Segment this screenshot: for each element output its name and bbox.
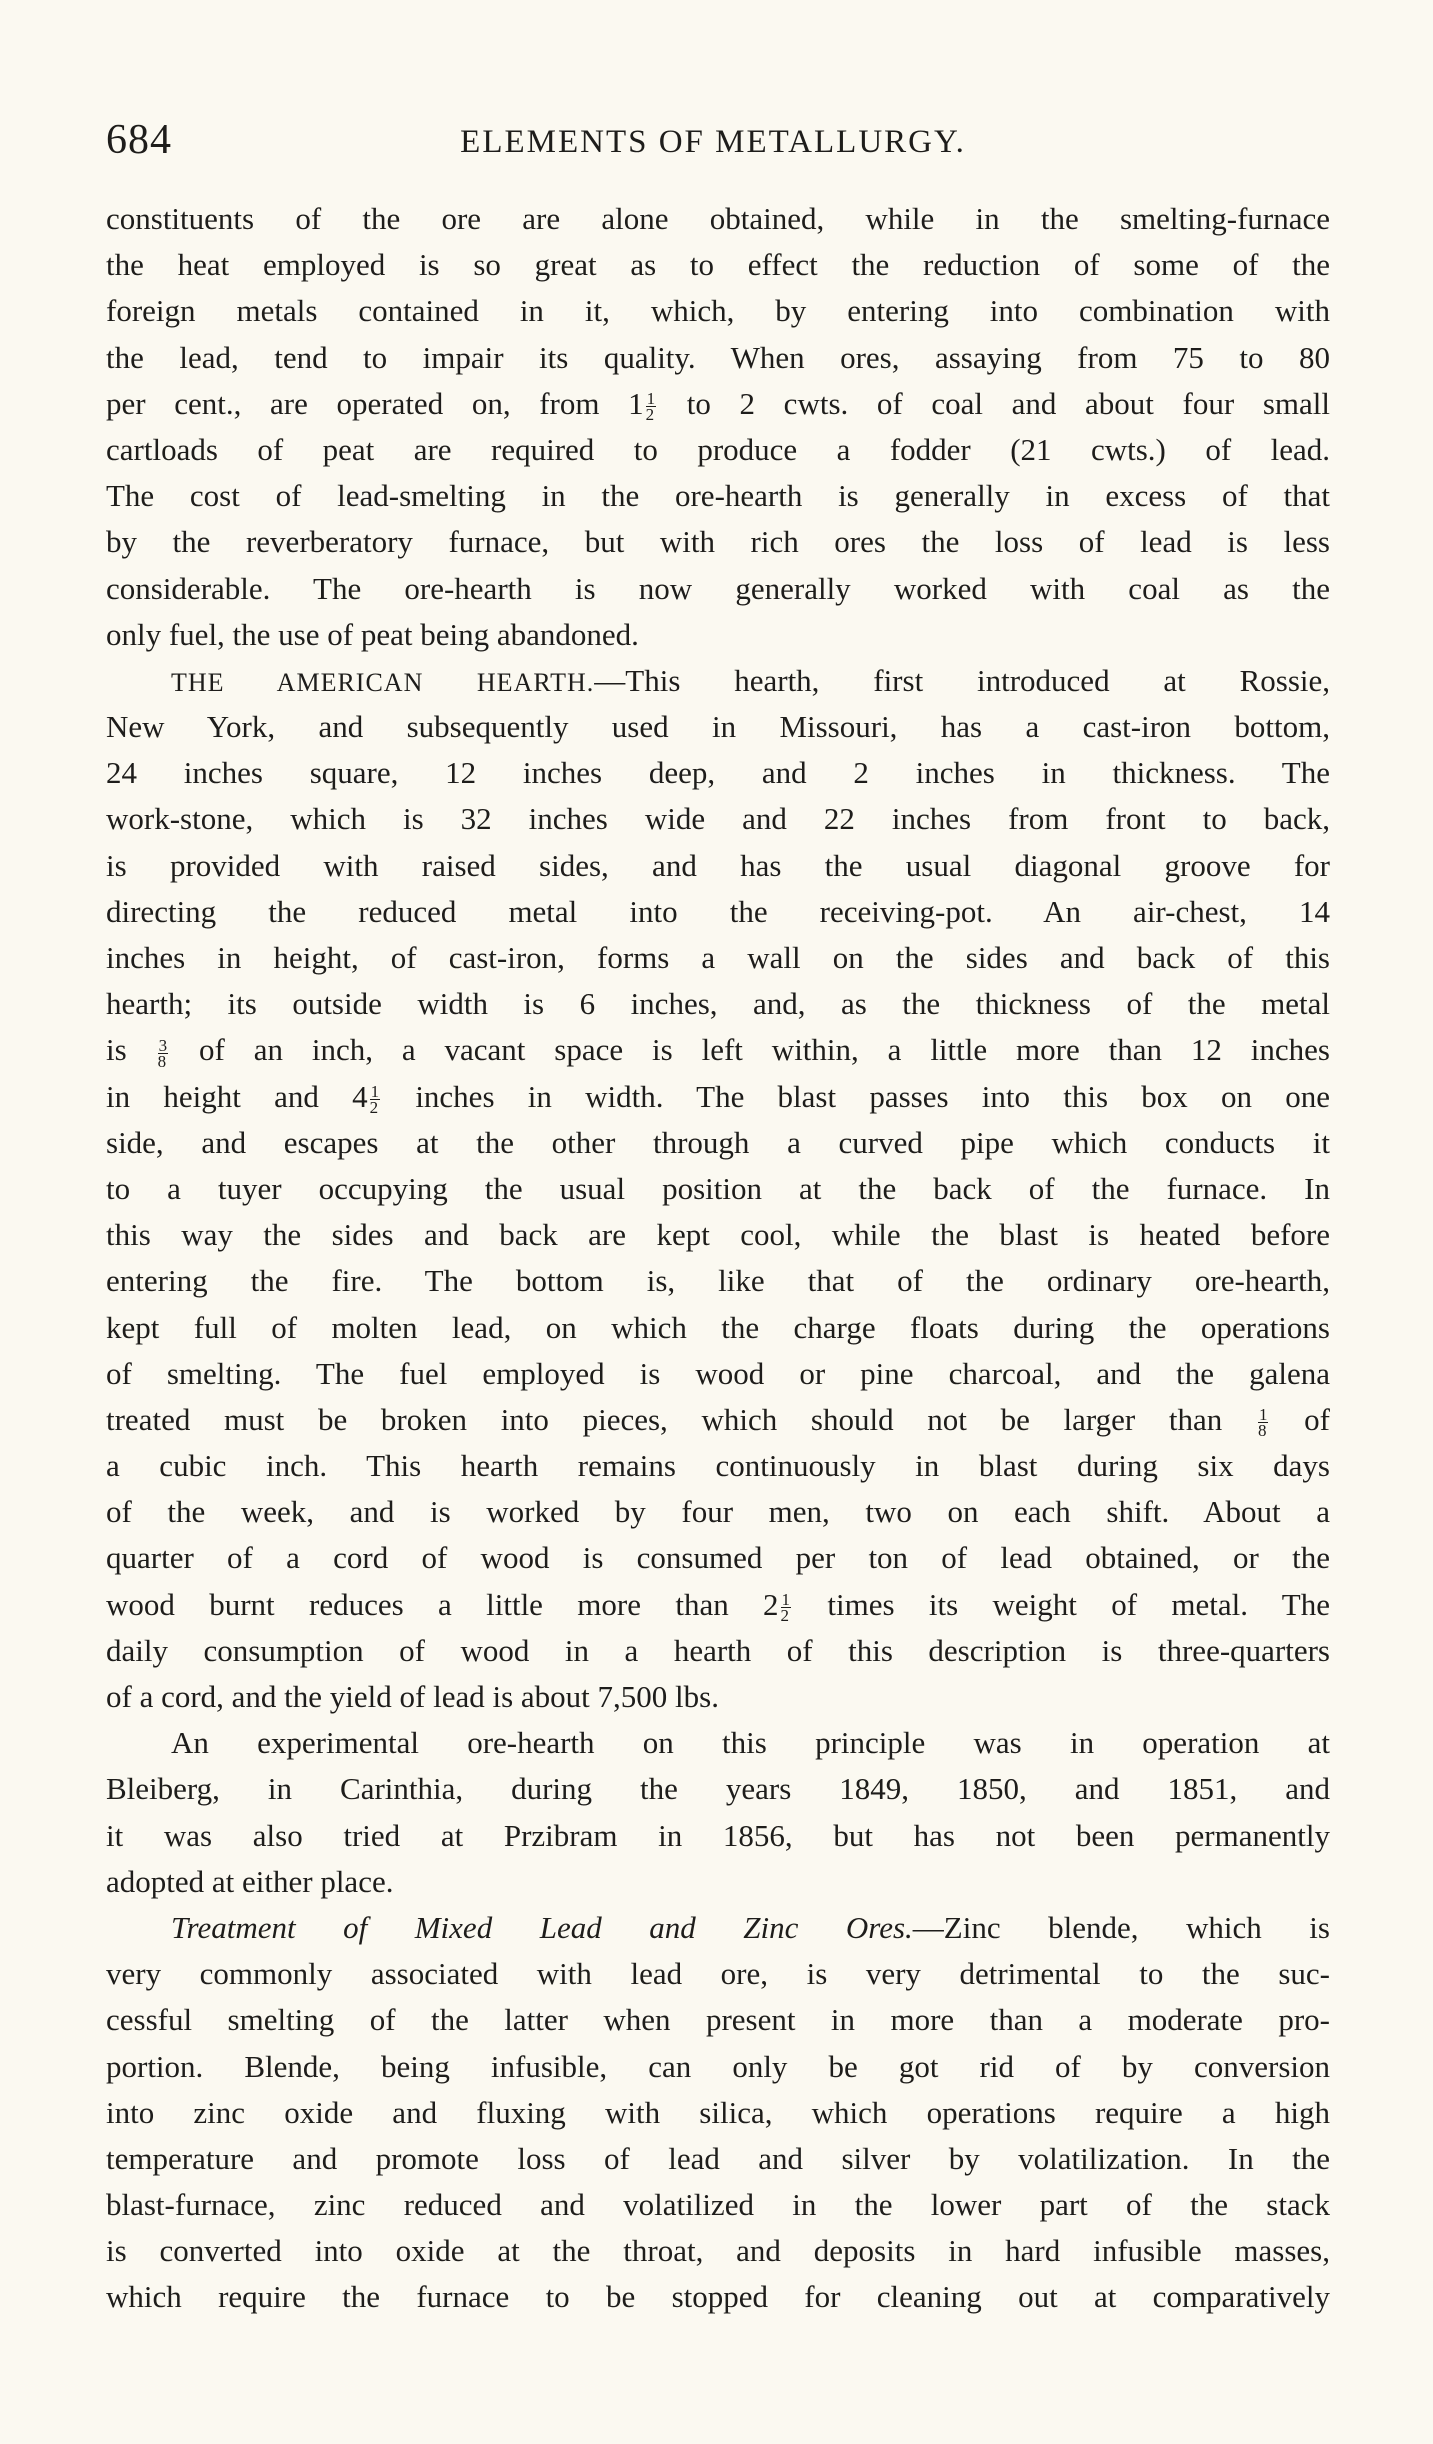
line-text: in height and 4 $\frac{1}{2}$ inches in width. The blast passes into this box on one [106, 1078, 1331, 1117]
line-text: cessful smelting of the latter when present in more than a moderate pro- [106, 2002, 1330, 2038]
line-text: New York, and subsequently used in Missouri, has a cast-iron bottom, [106, 709, 1330, 745]
section-heading-smallcaps: THE AMERICAN HEARTH. [171, 667, 595, 697]
text-line [106, 335, 1330, 381]
text-line [106, 566, 1330, 612]
text-line [106, 196, 1330, 242]
line-text: The cost of lead-smelting in the ore-hearth is generally in excess of that [106, 478, 1330, 514]
text-line [106, 1813, 1330, 1859]
line-text: entering the fire. The bottom is, like that of the ordinary ore-hearth, [106, 1263, 1330, 1299]
text-line [106, 519, 1330, 565]
line-text: by the reverberatory furnace, but with rich ores the loss of lead is less [106, 524, 1330, 560]
text-line [106, 473, 1330, 519]
line-text: a cubic inch. This hearth remains continuously in blast during six days [106, 1448, 1330, 1484]
line-text: portion. Blende, being infusible, can only be got rid of by conversion [106, 2048, 1330, 2084]
line-text: is $\frac{3}{8}$ of an inch, a vacant space is left within, a little more than 12 inches [106, 1032, 1330, 1071]
text-line [106, 889, 1330, 935]
line-text: to a tuyer occupying the usual position at the back of the furnace. In [106, 1170, 1330, 1206]
text-line [106, 1859, 1330, 1905]
text-line [106, 1720, 1330, 1766]
line-text: cartloads of peat are required to produce a fodder (21 cwts.) of lead. [106, 431, 1330, 467]
text-line [106, 1535, 1330, 1581]
line-text: —This hearth, first introduced at Rossie, [594, 662, 1331, 698]
text-line [106, 612, 1330, 658]
fraction: $\frac{3}{8}$ [157, 1035, 168, 1071]
text-line [106, 1074, 1330, 1120]
fraction: $\frac{1}{8}$ [1257, 1405, 1268, 1441]
text-line [106, 1212, 1330, 1258]
text-line [106, 935, 1330, 981]
line-text: which require the furnace to be stopped for cleaning out at comparatively [106, 2279, 1330, 2315]
line-text: 24 inches square, 12 inches deep, and 2 inches in thickness. The [106, 755, 1330, 791]
line-text: constituents of the ore are alone obtained, while in the smelting-furnace [106, 201, 1330, 236]
text-line [106, 1258, 1330, 1304]
fraction: $\frac{1}{2}$ [369, 1081, 380, 1117]
text-line [106, 381, 1330, 427]
line-text: of smelting. The fuel employed is wood or pine charcoal, and the galena [106, 1355, 1330, 1391]
text-line [106, 1951, 1330, 1997]
line-text: foreign metals contained in it, which, by entering into combination with [106, 293, 1330, 329]
line-text: Bleiberg, in Carinthia, during the years 1849, 1850, and 1851, and [106, 1771, 1330, 1807]
line-text: hearth; its outside width is 6 inches, and, as the thickness of the metal [106, 986, 1330, 1022]
line-text: of the week, and is worked by four men, two on each shift. About a [106, 1494, 1330, 1530]
line-text: directing the reduced metal into the receiving-pot. An air-chest, 14 [106, 893, 1330, 929]
text-line [106, 981, 1330, 1027]
line-text: —Zinc blende, which is [912, 1909, 1330, 1945]
text-line [106, 1997, 1330, 2043]
text-line [106, 1166, 1330, 1212]
text-line [106, 1489, 1330, 1535]
line-text: into zinc oxide and fluxing with silica, which operations require a high [106, 2094, 1330, 2130]
line-text: per cent., are operated on, from 1 $\frac{1}{2}$ to 2 cwts. of coal and about four small [106, 385, 1330, 425]
text-line [106, 1905, 1330, 1951]
page-number: 684 [106, 117, 172, 163]
line-text: daily consumption of wood in a hearth of this description is three-quarters [106, 1632, 1330, 1668]
body-text [106, 196, 1330, 2321]
line-text: temperature and promote loss of lead and silver by volatilization. In the [106, 2140, 1330, 2176]
text-line [106, 2136, 1330, 2182]
line-text: quarter of a cord of wood is consumed per ton of lead obtained, or the [106, 1540, 1330, 1576]
text-line [106, 2182, 1330, 2228]
line-text: considerable. The ore-hearth is now generally worked with coal as the [106, 570, 1330, 606]
fraction: $\frac{1}{2}$ [780, 1590, 791, 1626]
line-text: this way the sides and back are kept cool, while the blast is heated before [106, 1217, 1330, 1253]
text-line [106, 658, 1330, 704]
text-line [106, 1305, 1330, 1351]
line-text: the heat employed is so great as to effect the reduction of some of the [106, 247, 1330, 283]
text-line [106, 242, 1330, 288]
line-text: wood burnt reduces a little more than 2 $\frac{1}{2}$ times its weight of metal. The [106, 1586, 1330, 1626]
line-text: work-stone, which is 32 inches wide and 22 inches from front to back, [106, 801, 1330, 837]
line-text: of a cord, and the yield of lead is about 7,500 lbs. [106, 1679, 719, 1714]
line-text: very commonly associated with lead ore, is very detrimental to the suc- [106, 1956, 1330, 1992]
text-line [106, 2228, 1330, 2274]
text-line [106, 2090, 1330, 2136]
running-title: ELEMENTS OF METALLURGY. [460, 124, 966, 160]
text-line [106, 704, 1330, 750]
line-text: only fuel, the use of peat being abandoned. [106, 616, 639, 652]
text-line [106, 1674, 1330, 1720]
line-text: blast-furnace, zinc reduced and volatilized in the lower part of the stack [106, 2187, 1330, 2223]
text-line [106, 1120, 1330, 1166]
line-text: kept full of molten lead, on which the charge floats during the operations [106, 1309, 1330, 1345]
text-line [106, 843, 1330, 889]
text-line [106, 1582, 1330, 1628]
line-text: inches in height, of cast-iron, forms a wall on the sides and back of this [106, 940, 1330, 975]
fraction: $\frac{1}{2}$ [645, 389, 656, 425]
text-line [106, 427, 1330, 473]
line-text: treated must be broken into pieces, which should not be larger than $\frac{1}{8}$ of [106, 1401, 1330, 1441]
text-line [106, 2044, 1330, 2090]
line-text: it was also tried at Przibram in 1856, but has not been permanently [106, 1817, 1330, 1853]
text-line [106, 796, 1330, 842]
text-line [106, 750, 1330, 796]
line-text: is provided with raised sides, and has the usual diagonal groove for [106, 847, 1330, 883]
text-line [106, 1027, 1330, 1073]
running-head [106, 112, 1320, 172]
line-text: adopted at either place. [106, 1863, 394, 1899]
text-line [106, 1766, 1330, 1812]
line-text: is converted into oxide at the throat, and deposits in hard infusible masses, [106, 2233, 1330, 2269]
text-line [106, 1443, 1330, 1489]
section-heading-italic: Treatment of Mixed Lead and Zinc Ores. [171, 1909, 913, 1945]
text-line [106, 1351, 1330, 1397]
text-line [106, 2274, 1330, 2320]
line-text: side, and escapes at the other through a curved pipe which conducts it [106, 1124, 1330, 1160]
text-line [106, 1628, 1330, 1674]
line-text: An experimental ore-hearth on this principle was in operation at [171, 1725, 1330, 1761]
text-line [106, 288, 1330, 334]
line-text: the lead, tend to impair its quality. When ores, assaying from 75 to 80 [106, 339, 1330, 375]
text-line [106, 1397, 1330, 1443]
